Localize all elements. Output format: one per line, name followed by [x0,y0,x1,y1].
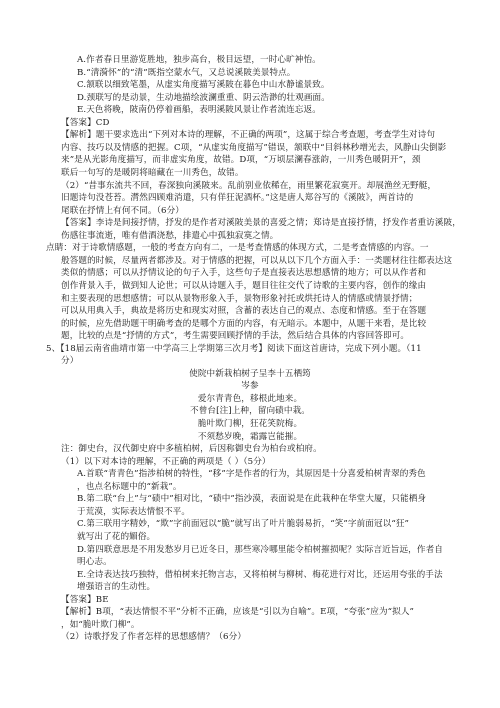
text-line: A.作者春日里游览胜地，独步高台，极目远望，一时心旷神怡。 [77,55,321,65]
text-line: 旧题诗句没苍苔。潸然四顾难消遣，只有佯狂泥酒杯。”这是唐人郑谷写的《溪陂》，两首诗的 [61,193,414,204]
text-line: 分） [61,356,79,367]
text-line: 类似的情感；可以从抒情议论的句子入手，这些句子是直接表达思想感情的地方；可以从作者和 [61,268,427,279]
text-line: 创作背景入手，做到知人论世；可以从诗题入手，题目往往交代了诗歌的主要内容，创作的缘由 [61,280,427,291]
text-line: 题，比较的点是“抒情的方式”，考生需要回顾抒情的手法，然后结合具体的内容回答即可。 [61,331,410,342]
text-line: C.第三联用字精妙，“欺”字前面冠以“脆”就写出了叶片脆弱易折，“笑”字前面冠以“狂” [77,519,410,530]
text-line: 岑参 [241,381,259,392]
text-line: 点睛：对于诗歌情感题，一般的考查方向有二，一是考查情感的体现方式，二是考查情感的内容。一 [46,243,429,254]
text-line: 注：御史台，汉代御史府中多植柏树，后因称御史台为柏台或柏府。 [61,444,322,455]
text-line: 【解析】题干要求选出“下列对本诗的理解，不正确的两项”，这属于综合考查题，考查学生对诗句 [61,130,436,141]
text-line: D.颈联写的是动景，生动地描绘波澜重重、阴云浩渺的壮观画面。 [77,92,330,103]
text-line: 明心志。 [77,557,112,567]
text-line: 5、【18届云南省曲靖市第一中学高三上学期第三次月考】阅读下面这首唐诗，完成下列小题。（11 [46,343,422,354]
text-line: （2）“昔事东流共不回，春深独向溪陂来。乱前别业依稀在，雨里繁花寂寞开。却展渔丝无野艇， [61,180,437,191]
text-line: 使院中新栽柏树子呈李十五栖筠 [189,368,311,379]
text-line: ，也点名标题中的“新栽”。 [77,481,182,492]
text-line: 来”是从光影角度描写，而非虚实角度，故错。D项，“万顷层澜春涨韵，一川秀色暖阴开”，颈 [61,155,421,166]
text-line: B.第二联“台上”与“碛中”相对比，“碛中”指沙漠，表面说是在此栽种在华堂大厦，只能栖身 [77,494,427,505]
text-line: C.颔联以细致笔墨，从虚实角度描写溪陂在暮色中山水静谧景致。 [77,80,330,91]
text-line: 伤感往事流逝，唯有借酒浇愁，排遣心中孤独寂寞之情。 [61,230,279,241]
text-line: 【答案】李诗是间接抒情，抒发的是作者对溪陂美景的喜爱之情；郑诗是直接抒情，抒发作者重访溪陂， [61,218,461,229]
text-line: D.第四联意思是不用发愁岁月已近冬日，那些寒冷哪里能令柏树摧损呢？实际言近旨远，作者自 [77,544,443,555]
text-line: E.全诗表达技巧独特，借柏树来托物言志，又将柏树与柳树、梅花进行对比，还运用夸张的手法 [77,569,443,580]
text-line: ，如“脆叶欺门柳”。 [61,619,140,630]
text-line: E.天色将晚，陂南仍停着画船，表明溪陂风景让作者流连忘返。 [77,105,321,116]
text-line: 【答案】BE [61,594,109,605]
text-line: 增强语言的生动性。 [77,582,156,593]
text-line: 尾联在抒情上有何不同。（6分） [61,205,184,216]
text-line: 联后一句写的是暖阴将暗藏在一川秀色，故错。 [61,167,244,178]
text-line: 脆叶欺门柳，狂花笑院梅。 [197,419,303,429]
text-line: 就写出了花的媚俗。 [77,531,156,542]
text-line: 【解析】B项，“表达情恨不平”分析不正确，应该是“引以为自喻”。E项，“夸张”应为“拟人” [61,607,415,618]
text-line: 不曾台[注]上种，留向碛中栽。 [190,406,310,417]
text-line: 可以从用典入手，典故是将历史和现实对照，含蓄的表达自己的观点、态度和情感。至于在答题 [61,306,427,316]
text-line: 爱尔青青色，移根此地来。 [197,393,303,404]
text-line: （1）以下对本诗的理解，不正确的两项是（ ）（5分） [61,456,271,467]
text-line: 【答案】CD [61,117,110,128]
text-line: （2）诗歌抒发了作者怎样的思想感情？（6分） [61,632,247,643]
text-line: A.首联“青青色”指涉柏树的特性，“移”字是作者的行为，其原因是十分喜爱柏树青翠的秀色 [77,469,426,480]
text-line: 于荒漠，实际表达情恨不平。 [77,506,191,517]
text-line: 的时候，应先借助题干明确考查的是哪个方面的内容，有无暗示。本题中，从题干来看，是比较 [61,318,427,329]
text-line: 内容、技巧以及情感的把握。C项，“从虚实角度描写”错误，颔联中“目斜林秒增光去，风静山尖倒影 [61,142,447,153]
text-line: B.“清漪怀”的“清”既指空蒙水气，又总说溪陂美景特点。 [77,67,296,78]
text-line: 不须愁岁晚，霜露岂能摧。 [197,431,303,442]
text-line: 和主要表现的思想感情；可以从景物形象入手，景物形象衬托或烘托诗人的情感或情景抒情； [61,293,418,304]
text-line: 般答题的时候，尽量两者都涉及。对于情感的把握，可以从以下几个方面入手：一类题材往往都表达这 [61,255,453,266]
